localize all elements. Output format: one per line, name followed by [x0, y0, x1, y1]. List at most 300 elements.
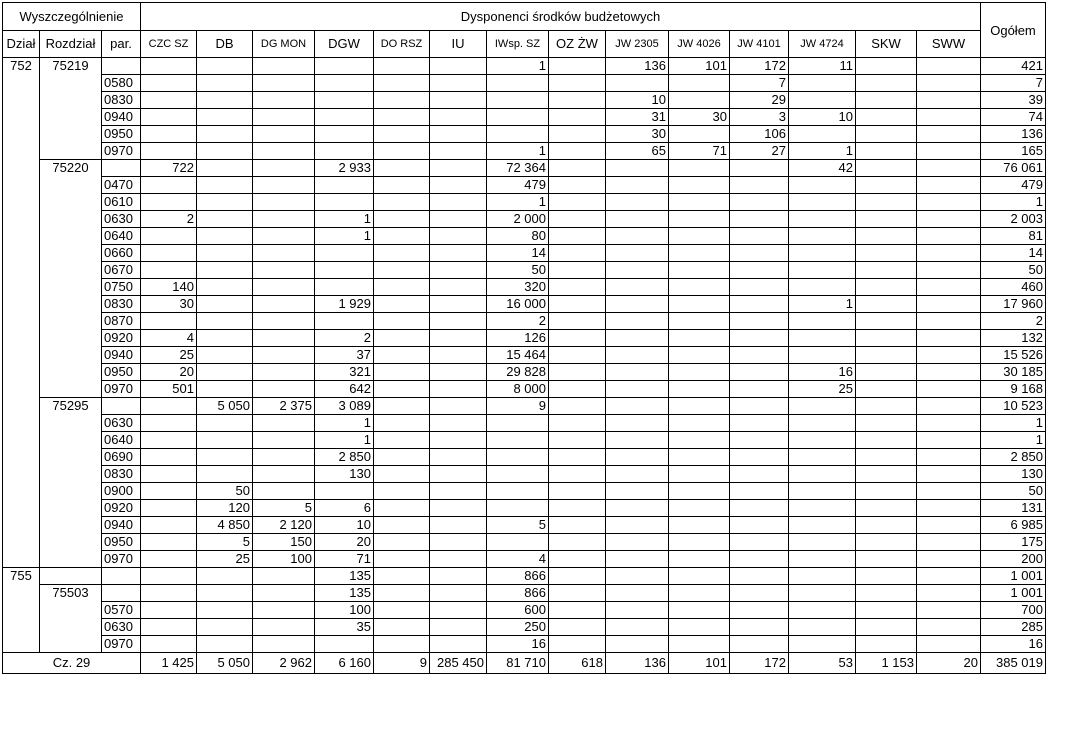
value-cell	[141, 602, 197, 619]
rozdzial-cell	[40, 466, 102, 483]
rozdzial-cell: 75503	[40, 585, 102, 602]
par-cell: 0870	[102, 313, 141, 330]
value-cell	[730, 568, 789, 585]
value-cell	[374, 313, 430, 330]
value-cell	[430, 279, 487, 296]
table-row	[3, 619, 1046, 636]
value-cell	[141, 517, 197, 534]
value-cell	[374, 126, 430, 143]
table-row	[3, 143, 1046, 160]
total-cell: 50	[981, 483, 1046, 500]
value-cell: 135	[315, 568, 374, 585]
value-cell	[197, 568, 253, 585]
value-cell: 101	[669, 58, 730, 75]
value-cell	[917, 160, 981, 177]
value-cell	[549, 160, 606, 177]
rozdzial-cell	[40, 245, 102, 262]
value-cell	[856, 432, 917, 449]
value-cell	[197, 262, 253, 279]
value-cell	[430, 398, 487, 415]
par-cell: 0470	[102, 177, 141, 194]
value-cell	[197, 364, 253, 381]
value-cell	[606, 262, 669, 279]
rozdzial-cell	[40, 551, 102, 568]
value-cell	[669, 330, 730, 347]
par-cell: 0690	[102, 449, 141, 466]
table-row	[3, 449, 1046, 466]
rozdzial-cell	[40, 279, 102, 296]
value-cell	[549, 636, 606, 653]
value-cell	[669, 313, 730, 330]
value-cell	[917, 415, 981, 432]
table-row	[3, 517, 1046, 534]
value-cell	[856, 585, 917, 602]
dzial-cell	[3, 551, 40, 568]
value-cell	[606, 602, 669, 619]
value-cell	[430, 160, 487, 177]
value-cell	[730, 194, 789, 211]
value-cell	[789, 313, 856, 330]
value-cell	[917, 194, 981, 211]
value-cell	[669, 211, 730, 228]
total-cell: 6 985	[981, 517, 1046, 534]
value-cell	[315, 313, 374, 330]
value-cell	[315, 483, 374, 500]
dzial-cell	[3, 126, 40, 143]
column-header: DG MON	[253, 31, 315, 58]
value-cell	[606, 432, 669, 449]
value-cell: 20	[141, 364, 197, 381]
value-cell	[730, 619, 789, 636]
value-cell	[374, 551, 430, 568]
par-cell: 0830	[102, 296, 141, 313]
value-cell	[374, 619, 430, 636]
value-cell	[197, 211, 253, 228]
value-cell: 1	[487, 58, 549, 75]
dzial-cell	[3, 109, 40, 126]
value-cell: 80	[487, 228, 549, 245]
rozdzial-cell	[40, 347, 102, 364]
value-cell: 1	[487, 143, 549, 160]
value-cell	[606, 381, 669, 398]
dysponenci-header: Dysponenci środków budżetowych	[141, 3, 981, 31]
column-header: JW 4101	[730, 31, 789, 58]
table-row	[3, 398, 1046, 415]
value-cell	[606, 194, 669, 211]
summary-value-cell: 81 710	[487, 653, 549, 674]
value-cell	[549, 551, 606, 568]
table-row	[3, 568, 1046, 585]
value-cell	[315, 279, 374, 296]
value-cell	[856, 177, 917, 194]
value-cell: 25	[197, 551, 253, 568]
value-cell	[253, 449, 315, 466]
value-cell: 31	[606, 109, 669, 126]
value-cell	[374, 143, 430, 160]
value-cell	[917, 313, 981, 330]
rozdzial-cell	[40, 636, 102, 653]
value-cell	[606, 517, 669, 534]
value-cell	[730, 177, 789, 194]
value-cell	[253, 177, 315, 194]
value-cell	[730, 262, 789, 279]
value-cell	[374, 517, 430, 534]
value-cell	[430, 534, 487, 551]
value-cell	[315, 177, 374, 194]
par-cell: 0640	[102, 432, 141, 449]
rozdzial-cell	[40, 517, 102, 534]
value-cell	[253, 109, 315, 126]
value-cell: 1	[789, 296, 856, 313]
value-cell	[730, 636, 789, 653]
par-cell: 0630	[102, 211, 141, 228]
value-cell	[730, 602, 789, 619]
value-cell: 130	[315, 466, 374, 483]
total-cell: 700	[981, 602, 1046, 619]
value-cell	[606, 466, 669, 483]
value-cell: 71	[315, 551, 374, 568]
value-cell	[253, 619, 315, 636]
value-cell: 2 120	[253, 517, 315, 534]
value-cell: 140	[141, 279, 197, 296]
value-cell	[730, 296, 789, 313]
value-cell: 5	[197, 534, 253, 551]
value-cell	[315, 262, 374, 279]
dzial-cell	[3, 415, 40, 432]
value-cell	[141, 177, 197, 194]
value-cell	[253, 313, 315, 330]
value-cell	[917, 602, 981, 619]
par-cell: 0610	[102, 194, 141, 211]
value-cell	[917, 534, 981, 551]
value-cell	[669, 381, 730, 398]
value-cell	[606, 585, 669, 602]
value-cell	[917, 398, 981, 415]
value-cell	[789, 75, 856, 92]
summary-value-cell: 618	[549, 653, 606, 674]
par-cell	[102, 398, 141, 415]
value-cell	[374, 228, 430, 245]
table-row	[3, 194, 1046, 211]
table-row	[3, 585, 1046, 602]
value-cell	[789, 211, 856, 228]
value-cell: 3 089	[315, 398, 374, 415]
value-cell	[315, 636, 374, 653]
value-cell: 16	[487, 636, 549, 653]
total-cell: 1	[981, 432, 1046, 449]
rozdzial-cell	[40, 619, 102, 636]
value-cell	[917, 466, 981, 483]
value-cell: 5	[253, 500, 315, 517]
par-cell: 0580	[102, 75, 141, 92]
value-cell	[141, 534, 197, 551]
value-cell	[789, 449, 856, 466]
value-cell	[789, 500, 856, 517]
total-cell: 285	[981, 619, 1046, 636]
value-cell	[197, 143, 253, 160]
total-cell: 1 001	[981, 585, 1046, 602]
column-header: JW 4724	[789, 31, 856, 58]
summary-value-cell: 5 050	[197, 653, 253, 674]
value-cell	[430, 347, 487, 364]
value-cell	[730, 534, 789, 551]
total-cell: 175	[981, 534, 1046, 551]
summary-value-cell: 9	[374, 653, 430, 674]
value-cell	[141, 262, 197, 279]
value-cell	[917, 262, 981, 279]
value-cell	[549, 449, 606, 466]
dzial-cell	[3, 500, 40, 517]
par-cell: 0640	[102, 228, 141, 245]
value-cell: 136	[606, 58, 669, 75]
value-cell	[549, 228, 606, 245]
dzial-cell	[3, 143, 40, 160]
value-cell	[430, 449, 487, 466]
dzial-cell	[3, 177, 40, 194]
total-cell: 1	[981, 194, 1046, 211]
table-row	[3, 466, 1046, 483]
value-cell	[315, 143, 374, 160]
par-cell: 0970	[102, 636, 141, 653]
dzial-cell	[3, 619, 40, 636]
value-cell	[315, 58, 374, 75]
value-cell	[315, 75, 374, 92]
value-cell	[669, 517, 730, 534]
value-cell	[730, 347, 789, 364]
value-cell	[856, 330, 917, 347]
value-cell	[430, 330, 487, 347]
value-cell	[789, 330, 856, 347]
par-cell: 0970	[102, 551, 141, 568]
value-cell	[669, 279, 730, 296]
rozdzial-cell	[40, 313, 102, 330]
column-header: SKW	[856, 31, 917, 58]
dzial-cell	[3, 517, 40, 534]
value-cell	[917, 449, 981, 466]
table-row	[3, 534, 1046, 551]
value-cell	[789, 568, 856, 585]
value-cell	[549, 398, 606, 415]
value-cell	[917, 126, 981, 143]
value-cell	[789, 245, 856, 262]
value-cell	[917, 245, 981, 262]
value-cell	[856, 58, 917, 75]
value-cell	[730, 211, 789, 228]
dzial-header: Dział	[3, 31, 40, 58]
par-cell: 0830	[102, 466, 141, 483]
value-cell	[917, 381, 981, 398]
value-cell	[253, 245, 315, 262]
summary-value-cell: 1 153	[856, 653, 917, 674]
value-cell: 172	[730, 58, 789, 75]
value-cell	[430, 58, 487, 75]
value-cell	[856, 92, 917, 109]
value-cell	[549, 245, 606, 262]
value-cell	[197, 636, 253, 653]
value-cell	[730, 432, 789, 449]
table-row	[3, 211, 1046, 228]
value-cell: 10	[315, 517, 374, 534]
value-cell	[430, 517, 487, 534]
value-cell	[549, 568, 606, 585]
value-cell	[141, 109, 197, 126]
value-cell	[789, 551, 856, 568]
total-cell: 200	[981, 551, 1046, 568]
value-cell	[730, 466, 789, 483]
value-cell: 250	[487, 619, 549, 636]
table-row	[3, 279, 1046, 296]
value-cell	[606, 551, 669, 568]
total-cell: 130	[981, 466, 1046, 483]
total-cell: 9 168	[981, 381, 1046, 398]
table-row	[3, 415, 1046, 432]
par-cell	[102, 585, 141, 602]
dzial-cell	[3, 75, 40, 92]
value-cell: 30	[669, 109, 730, 126]
value-cell	[789, 534, 856, 551]
value-cell	[197, 109, 253, 126]
value-cell	[197, 296, 253, 313]
value-cell	[430, 415, 487, 432]
value-cell	[789, 279, 856, 296]
value-cell	[917, 364, 981, 381]
value-cell	[730, 279, 789, 296]
dzial-cell	[3, 194, 40, 211]
value-cell	[856, 636, 917, 653]
value-cell	[374, 58, 430, 75]
total-cell: 81	[981, 228, 1046, 245]
value-cell	[856, 415, 917, 432]
par-cell: 0570	[102, 602, 141, 619]
rozdzial-header: Rozdział	[40, 31, 102, 58]
value-cell	[549, 211, 606, 228]
value-cell	[730, 483, 789, 500]
value-cell	[197, 602, 253, 619]
rozdzial-cell	[40, 483, 102, 500]
total-cell: 16	[981, 636, 1046, 653]
dzial-cell	[3, 347, 40, 364]
value-cell	[430, 75, 487, 92]
value-cell	[606, 245, 669, 262]
value-cell	[606, 619, 669, 636]
value-cell	[730, 381, 789, 398]
group-header: Wyszczególnienie	[3, 3, 141, 31]
table-row	[3, 228, 1046, 245]
value-cell: 50	[197, 483, 253, 500]
dzial-cell	[3, 381, 40, 398]
value-cell: 2	[487, 313, 549, 330]
value-cell	[141, 585, 197, 602]
value-cell	[430, 126, 487, 143]
value-cell	[917, 279, 981, 296]
dzial-cell	[3, 466, 40, 483]
rozdzial-cell	[40, 500, 102, 517]
value-cell	[606, 313, 669, 330]
value-cell	[730, 364, 789, 381]
value-cell	[374, 432, 430, 449]
value-cell	[669, 194, 730, 211]
value-cell: 14	[487, 245, 549, 262]
dzial-cell	[3, 364, 40, 381]
value-cell	[730, 449, 789, 466]
value-cell	[606, 398, 669, 415]
value-cell	[374, 602, 430, 619]
value-cell	[856, 75, 917, 92]
value-cell	[669, 568, 730, 585]
column-header: SWW	[917, 31, 981, 58]
par-cell: 0920	[102, 500, 141, 517]
dzial-cell	[3, 602, 40, 619]
value-cell	[606, 415, 669, 432]
value-cell	[141, 466, 197, 483]
value-cell	[487, 483, 549, 500]
column-header: CZC SZ	[141, 31, 197, 58]
value-cell	[197, 279, 253, 296]
value-cell	[253, 228, 315, 245]
value-cell	[197, 228, 253, 245]
table-row	[3, 551, 1046, 568]
value-cell: 7	[730, 75, 789, 92]
rozdzial-cell	[40, 109, 102, 126]
value-cell	[197, 126, 253, 143]
value-cell	[430, 245, 487, 262]
value-cell	[730, 500, 789, 517]
value-cell	[856, 194, 917, 211]
value-cell	[487, 534, 549, 551]
value-cell	[669, 398, 730, 415]
value-cell: 2	[315, 330, 374, 347]
value-cell	[669, 432, 730, 449]
value-cell: 27	[730, 143, 789, 160]
value-cell	[789, 432, 856, 449]
value-cell	[374, 466, 430, 483]
value-cell	[549, 92, 606, 109]
par-cell: 0630	[102, 619, 141, 636]
dzial-cell	[3, 636, 40, 653]
value-cell	[606, 534, 669, 551]
total-cell: 460	[981, 279, 1046, 296]
value-cell	[197, 194, 253, 211]
value-cell	[374, 381, 430, 398]
value-cell	[730, 551, 789, 568]
value-cell	[669, 534, 730, 551]
value-cell	[197, 92, 253, 109]
value-cell	[374, 415, 430, 432]
table-row	[3, 177, 1046, 194]
par-cell	[102, 568, 141, 585]
value-cell	[430, 194, 487, 211]
value-cell	[669, 177, 730, 194]
value-cell	[669, 92, 730, 109]
value-cell	[549, 415, 606, 432]
value-cell	[856, 347, 917, 364]
value-cell	[430, 636, 487, 653]
column-header: DB	[197, 31, 253, 58]
value-cell	[141, 619, 197, 636]
value-cell	[487, 500, 549, 517]
value-cell	[253, 483, 315, 500]
value-cell	[374, 160, 430, 177]
value-cell	[669, 483, 730, 500]
value-cell	[487, 109, 549, 126]
value-cell	[430, 619, 487, 636]
value-cell	[141, 313, 197, 330]
summary-label: Cz. 29	[3, 653, 141, 674]
value-cell	[606, 211, 669, 228]
value-cell	[856, 466, 917, 483]
table-row	[3, 432, 1046, 449]
value-cell	[197, 330, 253, 347]
